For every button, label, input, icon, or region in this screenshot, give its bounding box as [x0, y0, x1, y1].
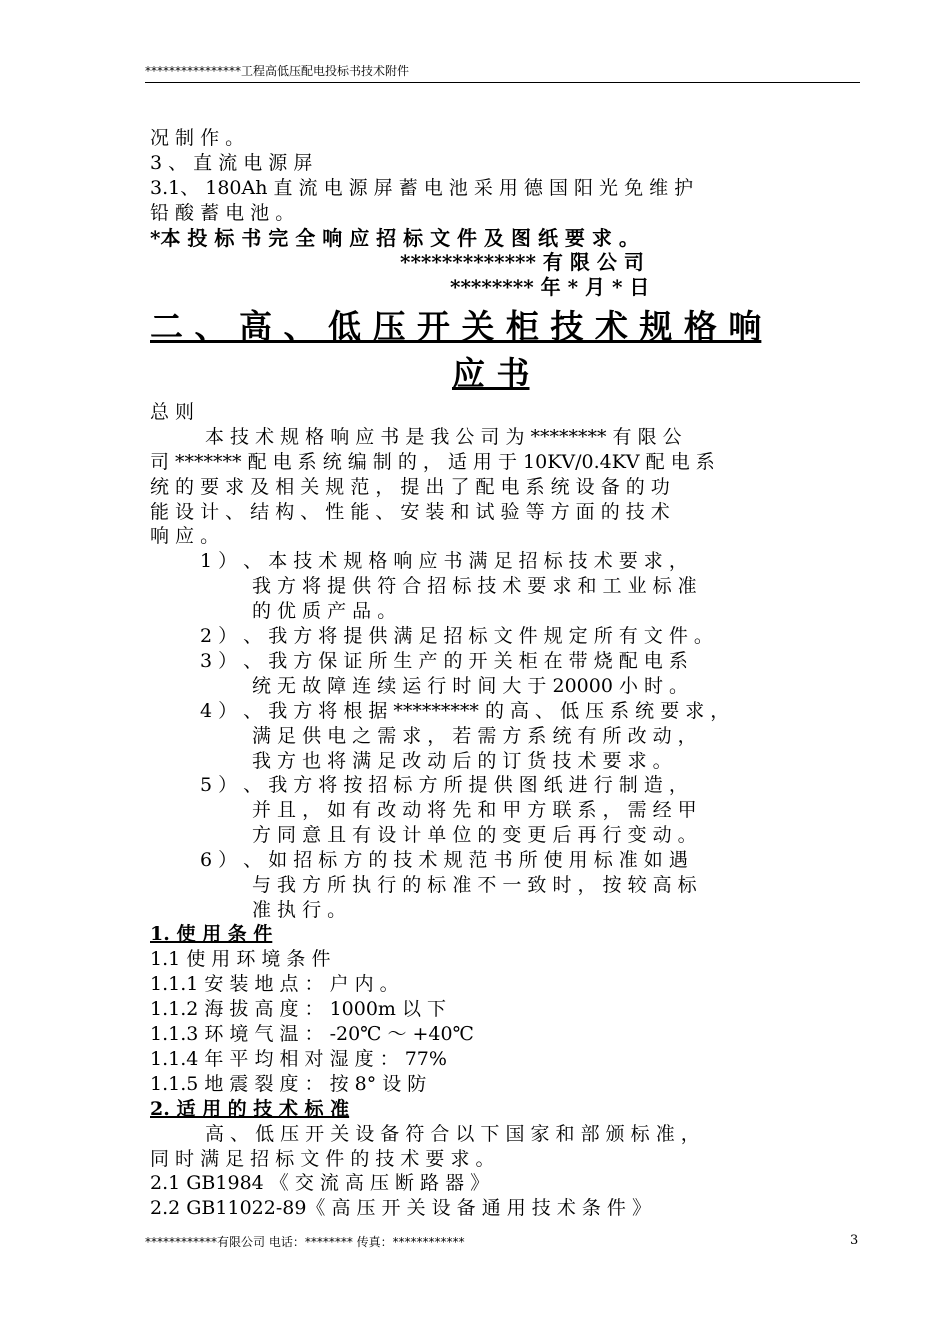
spec-line: 1.1.5 地 震 裂 度 ： 按 8° 设 防 — [150, 1073, 427, 1095]
date-line: ******** 年 * 月 * 日 — [450, 275, 650, 299]
text-line: 统 的 要 求 及 相 关 规 范 ， 提 出 了 配 电 系 统 设 备 的 功 — [150, 476, 670, 498]
section-heading: 2. 适 用 的 技 术 标 准 — [150, 1098, 350, 1120]
text-line: 本 技 术 规 格 响 应 书 是 我 公 司 为 ******** 有 限 公 — [205, 426, 682, 448]
list-item: 3 ） 、 我 方 保 证 所 生 产 的 开 关 柜 在 带 烧 配 电 系 — [200, 650, 688, 672]
list-item: 1 ） 、 本 技 术 规 格 响 应 书 满 足 招 标 技 术 要 求 ， — [200, 550, 688, 572]
spec-line: 1.1.2 海 拔 高 度 ： 1000m 以 下 — [150, 998, 447, 1020]
company-name: ************* 有 限 公 司 — [400, 250, 644, 274]
section-heading: 1. 使 用 条 件 — [150, 923, 273, 945]
text-line: 况 制 作 。 — [150, 127, 245, 149]
list-item-cont: 统 无 故 障 连 续 运 行 时 间 大 于 20000 小 时 。 — [252, 675, 689, 697]
text-line: 高 、 低 压 开 关 设 备 符 合 以 下 国 家 和 部 颁 标 准 ， — [205, 1123, 700, 1145]
page-number: 3 — [850, 1233, 859, 1248]
standard-line: 2.1 GB1984 《 交 流 高 压 断 路 器 》 — [150, 1172, 490, 1194]
subsection-heading: 1.1 使 用 环 境 条 件 — [150, 948, 331, 970]
list-item-cont: 与 我 方 所 执 行 的 标 准 不 一 致 时 ， 按 较 高 标 — [252, 874, 697, 896]
page-header: ****************工程高低压配电投标书技术附件 — [145, 62, 860, 83]
text-line: 铅 酸 蓄 电 池 。 — [150, 202, 295, 224]
list-item-cont: 我 方 将 提 供 符 合 招 标 技 术 要 求 和 工 业 标 准 — [252, 575, 697, 597]
list-item-cont: 方 同 意 且 有 设 计 单 位 的 变 更 后 再 行 变 动 。 — [252, 824, 697, 846]
chapter-title: 二 、 高 、 低 压 开 关 柜 技 术 规 格 响 — [150, 307, 762, 346]
section-heading: 总 则 — [150, 401, 195, 423]
chapter-title-cont: 应 书 — [452, 354, 530, 393]
spec-line: 1.1.3 环 境 气 温 ： -20℃ ～ +40℃ — [150, 1023, 474, 1045]
text-line: 同 时 满 足 招 标 文 件 的 技 术 要 求 。 — [150, 1148, 495, 1170]
list-item: 6 ） 、 如 招 标 方 的 技 术 规 范 书 所 使 用 标 准 如 遇 — [200, 849, 688, 871]
list-item: 2 ） 、 我 方 将 提 供 满 足 招 标 文 件 规 定 所 有 文 件 。 — [200, 625, 713, 647]
text-line: 响 应 。 — [150, 525, 220, 547]
list-item-cont: 满 足 供 电 之 需 求 ， 若 需 方 系 统 有 所 改 动 ， — [252, 725, 697, 747]
list-item-cont: 并 且 ， 如 有 改 动 将 先 和 甲 方 联 系 ， 需 经 甲 — [252, 799, 697, 821]
list-item-cont: 的 优 质 产 品 。 — [252, 600, 397, 622]
list-item: 5 ） 、 我 方 将 按 招 标 方 所 提 供 图 纸 进 行 制 造 ， — [200, 774, 688, 796]
list-item-cont: 准 执 行 。 — [252, 899, 347, 921]
list-item: 4 ） 、 我 方 将 根 据 ********* 的 高 、 低 压 系 统 要 求 ， — [200, 700, 730, 722]
spec-line: 1.1.4 年 平 均 相 对 湿 度 ： 77% — [150, 1048, 447, 1070]
statement-line: *本 投 标 书 完 全 响 应 招 标 文 件 及 图 纸 要 求 。 — [150, 226, 639, 250]
spec-line: 1.1.1 安 装 地 点 ： 户 内 。 — [150, 973, 399, 995]
list-item-cont: 我 方 也 将 满 足 改 动 后 的 订 货 技 术 要 求 。 — [252, 750, 672, 772]
page-footer: ************有限公司 电话：******** 传真：************ — [145, 1235, 465, 1249]
text-line: 能 设 计 、 结 构 、 性 能 、 安 装 和 试 验 等 方 面 的 技 术 — [150, 501, 670, 523]
section-heading: 3 、 直 流 电 源 屏 — [150, 152, 313, 174]
text-line: 3.1、 180Ah 直 流 电 源 屏 蓄 电 池 采 用 德 国 阳 光 免 维 护 — [150, 177, 694, 199]
text-line: 司 ******* 配 电 系 统 编 制 的 ， 适 用 于 10KV/0.4KV 配 电 系 — [150, 451, 715, 473]
standard-line: 2.2 GB11022-89《 高 压 开 关 设 备 通 用 技 术 条 件 》 — [150, 1197, 651, 1219]
